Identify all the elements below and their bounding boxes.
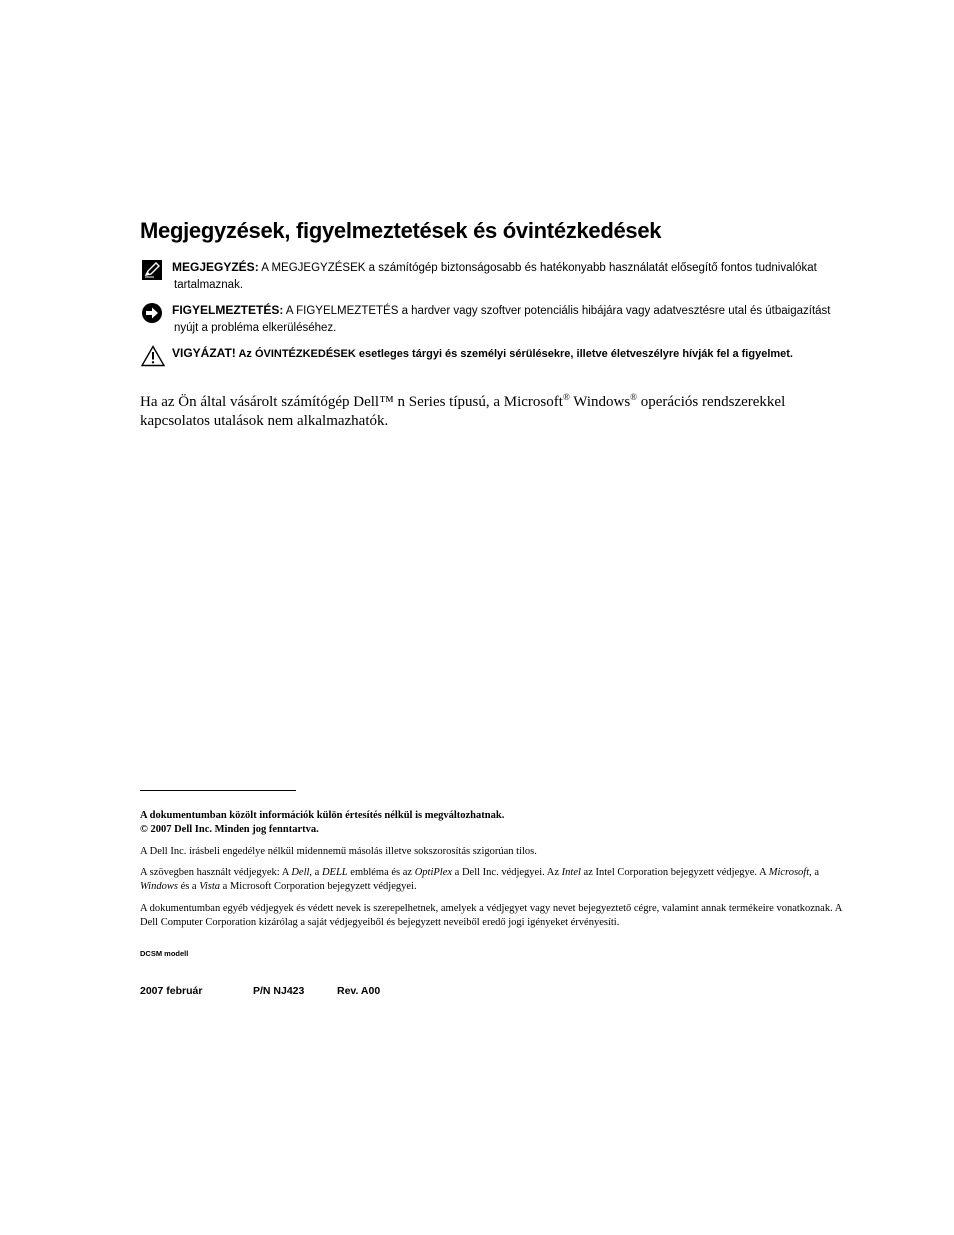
tm-optiplex: OptiPlex <box>414 867 453 878</box>
note-text-cont: tartalmaznak. <box>174 279 244 291</box>
tm-dell: Dell <box>291 867 310 878</box>
reproduction-notice: A Dell Inc. írásbeli engedélye nélkül midennemű másolás illetve sokszorosítás szigorúan tilos. <box>140 846 537 857</box>
trademark-paragraph <box>140 866 855 894</box>
note-label: MEGJEGYZÉS: <box>172 260 259 274</box>
model-label: DCSM modell <box>140 949 189 958</box>
notice-callout <box>141 302 851 338</box>
arrow-circle-icon <box>141 302 163 324</box>
note-text: A MEGJEGYZÉSEK a számítógép biztonságosabb és hatékonyabb használatát elősegítő fontos tudnivalókat <box>261 262 817 274</box>
tm-intel: Intel <box>561 867 581 878</box>
registered-mark: ® <box>562 392 570 402</box>
tm-text: A szövegben használt védjegyek: A <box>140 867 292 878</box>
part-number: P/N NJ423 <box>253 985 305 997</box>
caution-callout <box>141 345 851 365</box>
tm-text: embléma és az <box>347 867 415 878</box>
tm-text: , a <box>809 867 820 878</box>
tm-text: az Intel Corporation bejegyzett védjegye. A <box>580 867 769 878</box>
tm-text: és a <box>177 881 200 892</box>
notice-text-cont: nyújt a probléma elkerüléséhez. <box>174 322 337 334</box>
caution-text: Az ÓVINTÉZKEDÉSEK esetleges tárgyi és személyi sérülésekre, illetve életveszélyre hívják fel a figyelmet. <box>238 348 793 360</box>
tm-text: a Microsoft Corporation bejegyzett védjegyei. <box>220 881 417 892</box>
other-trademarks-paragraph: A dokumentumban egyéb védjegyek és védett nevek is szerepelhetnek, amelyek a védjegyet vagy nevet bejegyeztető cégre, valamint annak termékeire vonatkoznak. A Dell Computer Corporation kizárólag a saját védjegyeiből és bejegyzett neveiből eredő jogi igényeket érvényesíti. <box>140 903 842 928</box>
legal-change-notice: A dokumentumban közölt információk külön értesítés nélkül is megváltozhatnak. <box>140 810 505 821</box>
revision: Rev. A00 <box>337 985 381 997</box>
notice-label: FIGYELMEZTETÉS: <box>172 303 284 317</box>
page-title: Megjegyzések, figyelmeztetések és óvintézkedések <box>140 218 662 243</box>
registered-mark: ® <box>630 392 637 402</box>
tm-microsoft: Microsoft <box>768 867 810 878</box>
legal-header <box>140 809 855 837</box>
disclaimer-part1: Ha az Ön által vásárolt számítógép Dell™ n Series típusú, a Microsoft <box>140 394 563 410</box>
publication-date: 2007 február <box>140 985 203 997</box>
copyright-line: © 2007 Dell Inc. Minden jog fenntartva. <box>140 824 319 835</box>
disclaimer-part3: operációs rendszerekkel kapcsolatos utalások nem alkalmazhatók. <box>140 394 786 429</box>
tm-vista: Vista <box>199 881 221 892</box>
tm-dell-logo: DELL <box>321 867 348 878</box>
footnote-divider <box>140 790 296 791</box>
tm-windows: Windows <box>140 881 178 892</box>
tm-text: a Dell Inc. védjegyei. Az <box>452 867 562 878</box>
disclaimer-part2: Windows <box>569 394 631 410</box>
note-pencil-icon <box>141 259 163 281</box>
tm-text: , a <box>309 867 322 878</box>
warning-triangle-icon <box>141 345 163 367</box>
series-disclaimer-paragraph <box>140 393 840 431</box>
caution-label: VIGYÁZAT! <box>172 346 236 360</box>
notice-text: A FIGYELMEZTETÉS a hardver vagy szoftver potenciális hibájára vagy adatvesztésre utal és útbaigazítást <box>285 305 831 317</box>
note-callout <box>141 259 851 295</box>
